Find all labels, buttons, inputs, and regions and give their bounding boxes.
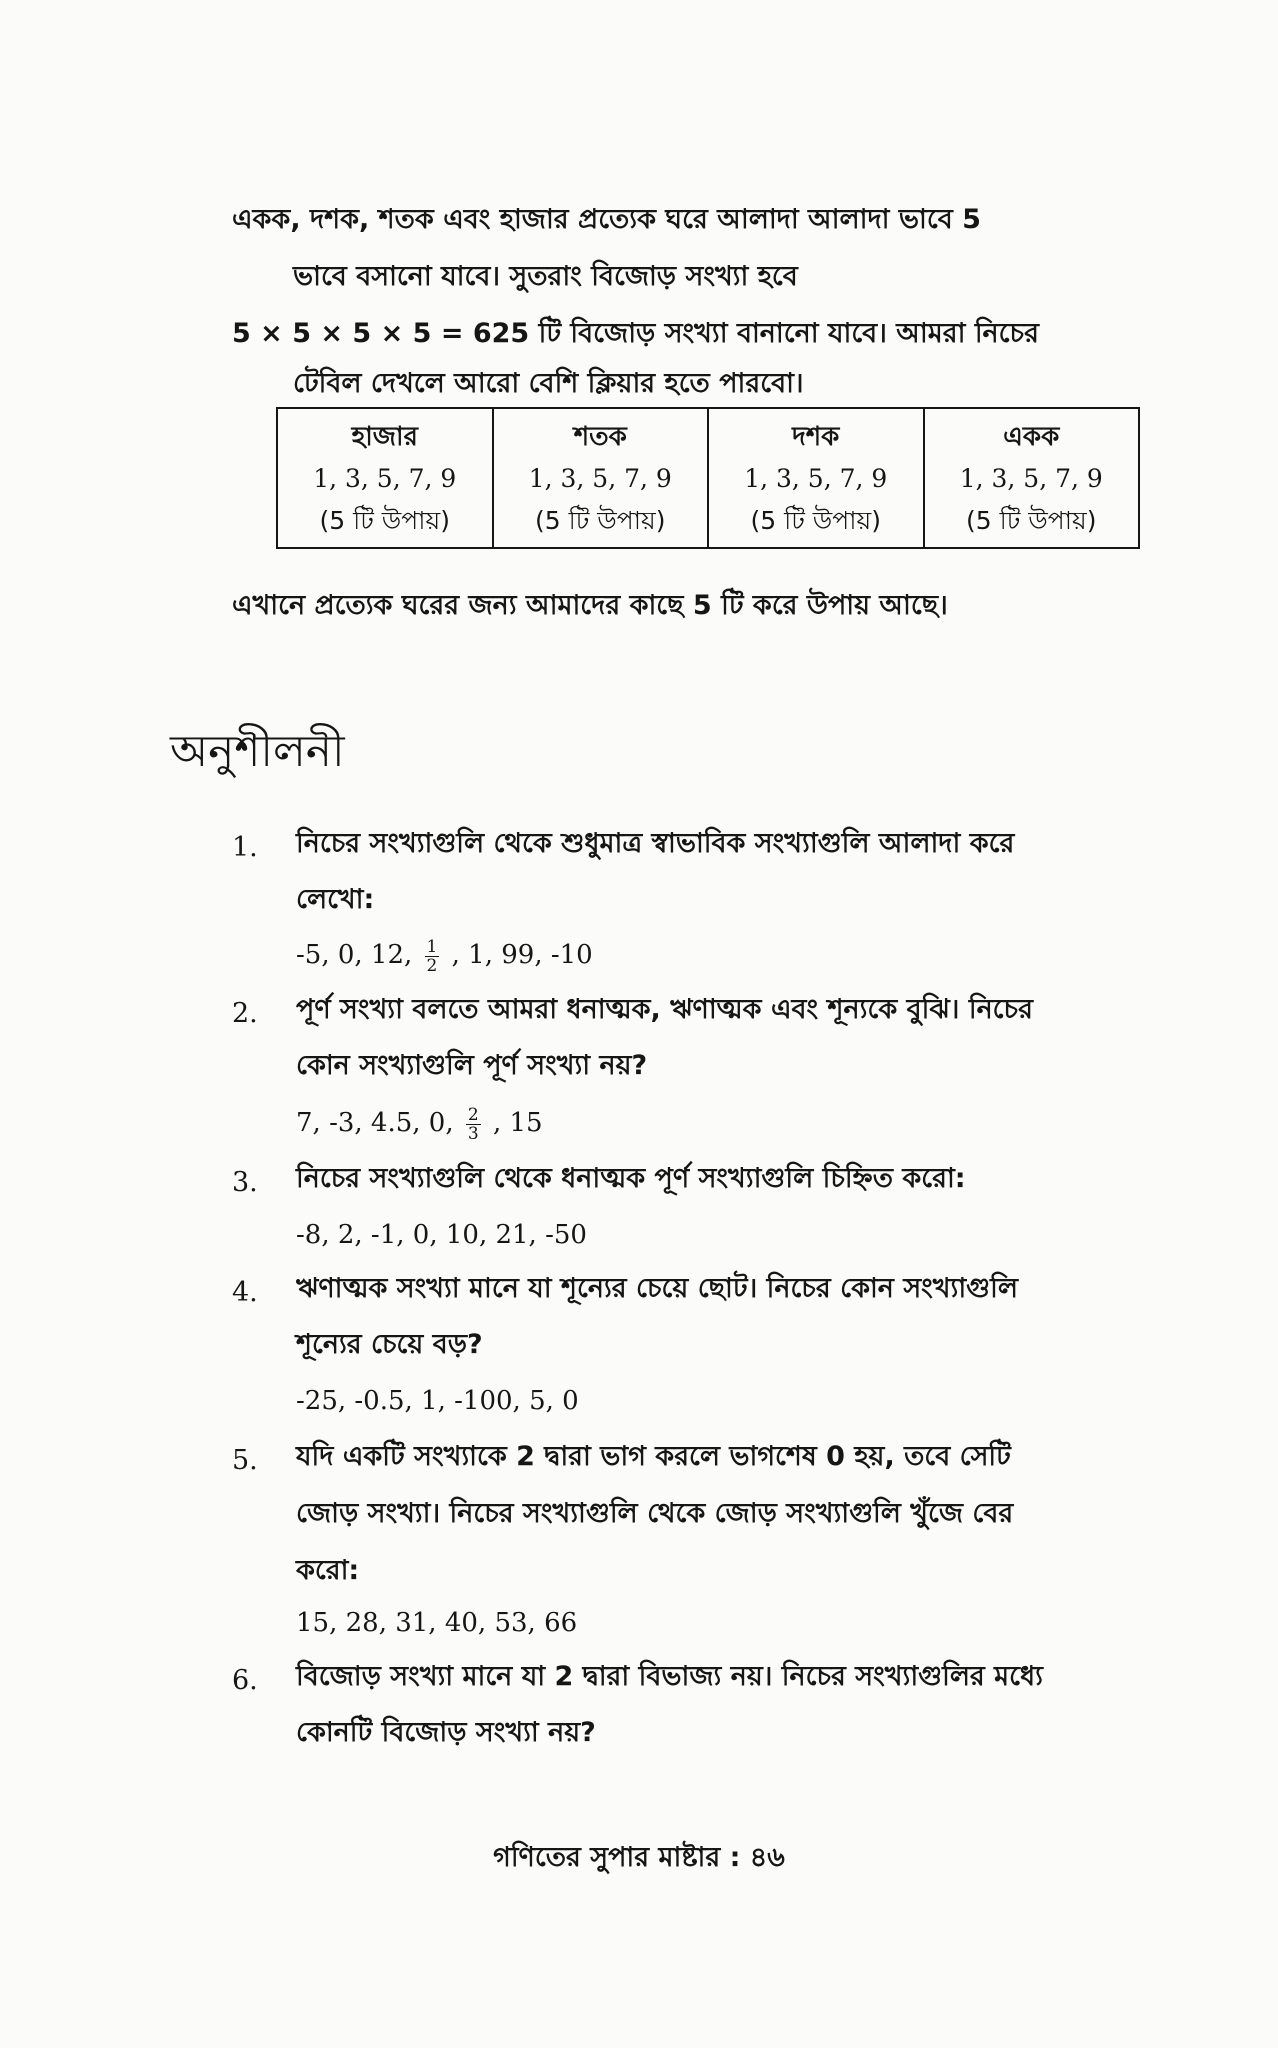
place-value-table (276, 407, 1140, 549)
values-after: , 1, 99, -10 (451, 940, 593, 970)
intro-line-4: টেবিল দেখলে আরো বেশি ক্লিয়ার হতে পারবো। (293, 368, 804, 399)
table-header: একক (1003, 422, 1060, 452)
table-cell-hundreds (493, 408, 709, 548)
question-number: 4. (232, 1277, 258, 1308)
question-5-values: 15, 28, 31, 40, 53, 66 (296, 1608, 578, 1638)
after-table-note: এখানে প্রত্যেক ঘরের জন্য আমাদের কাছে 5 টি করে উপায় আছে। (232, 590, 948, 621)
intro-line-2: ভাবে বসানো যাবে। সুতরাং বিজোড় সংখ্যা হবে (293, 261, 798, 292)
table-header: শতক (573, 422, 627, 452)
question-5-line-3: করো: (296, 1555, 360, 1586)
question-1-line-1: নিচের সংখ্যাগুলি থেকে শুধুমাত্র স্বাভাবিক সংখ্যাগুলি আলাদা করে (296, 828, 1015, 859)
values-before: -5, 0, 12, (296, 940, 413, 970)
fraction-denominator: 3 (467, 1123, 479, 1144)
question-1-line-2: লেখো: (296, 884, 375, 915)
question-number: 3. (232, 1167, 258, 1198)
question-3-line-1: নিচের সংখ্যাগুলি থেকে ধনাত্মক পূর্ণ সংখ্যাগুলি চিহ্নিত করো: (296, 1163, 966, 1194)
table-digits: 1, 3, 5, 7, 9 (528, 464, 672, 493)
values-after: , 15 (492, 1108, 543, 1138)
intro-line-3: 5 × 5 × 5 × 5 = 625 টি বিজোড় সংখ্যা বানানো যাবে। আমরা নিচের (232, 318, 1039, 349)
values-before: 7, -3, 4.5, 0, (296, 1108, 454, 1138)
table-digits: 1, 3, 5, 7, 9 (313, 464, 457, 493)
fraction (425, 938, 440, 975)
question-2-line-2: কোন সংখ্যাগুলি পূর্ণ সংখ্যা নয়? (296, 1050, 648, 1081)
question-6-line-2: কোনটি বিজোড় সংখ্যা নয়? (296, 1717, 596, 1748)
question-2-line-1: পূর্ণ সংখ্যা বলতে আমরা ধনাত্মক, ঋণাত্মক এবং শূন্যকে বুঝি। নিচের (296, 994, 1033, 1025)
question-5-line-1: যদি একটি সংখ্যাকে 2 দ্বারা ভাগ করলে ভাগশেষ 0 হয়, তবে সেটি (296, 1441, 1011, 1472)
question-5-line-2: জোড় সংখ্যা। নিচের সংখ্যাগুলি থেকে জোড় সংখ্যাগুলি খুঁজে বের (296, 1498, 1014, 1529)
fraction-denominator: 2 (426, 955, 438, 976)
table-ways: (5 টি উপায়) (534, 506, 666, 535)
exercise-heading: অনুশীলনী (170, 726, 345, 777)
table-digits: 1, 3, 5, 7, 9 (959, 464, 1103, 493)
table-ways: (5 টি উপায়) (750, 506, 881, 535)
question-number: 6. (232, 1665, 258, 1696)
table-ways: (5 টি উপায়) (965, 506, 1097, 535)
intro-line-1: একক, দশক, শতক এবং হাজার প্রত্যেক ঘরে আলাদা আলাদা ভাবে 5 (232, 204, 981, 235)
question-4-line-2: শূন্যের চেয়ে বড়? (296, 1329, 483, 1360)
table-cell-units (924, 408, 1140, 548)
question-2-values (296, 1103, 543, 1143)
fraction-numerator: 1 (426, 936, 438, 957)
table-cell-tens (708, 408, 924, 548)
fraction-numerator: 2 (467, 1104, 479, 1125)
question-3-values: -8, 2, -1, 0, 10, 21, -50 (296, 1220, 587, 1250)
table-header: দশক (792, 422, 840, 452)
question-4-line-1: ঋণাত্মক সংখ্যা মানে যা শূন্যের চেয়ে ছোট। নিচের কোন সংখ্যাগুলি (296, 1273, 1018, 1304)
table-ways: (5 টি উপায়) (319, 506, 450, 535)
question-6-line-1: বিজোড় সংখ্যা মানে যা 2 দ্বারা বিভাজ্য নয়। নিচের সংখ্যাগুলির মধ্যে (296, 1661, 1043, 1692)
question-number: 5. (232, 1445, 258, 1476)
question-4-values: -25, -0.5, 1, -100, 5, 0 (296, 1386, 579, 1416)
page-footer: গণিতের সুপার মাষ্টার : ৪৬ (493, 1842, 785, 1873)
question-number: 1. (232, 832, 258, 863)
question-1-values (296, 935, 593, 975)
fraction (466, 1106, 481, 1143)
table-header: হাজার (351, 422, 418, 452)
question-number: 2. (232, 998, 258, 1029)
table-cell-thousands (277, 408, 493, 548)
table-digits: 1, 3, 5, 7, 9 (744, 464, 888, 493)
